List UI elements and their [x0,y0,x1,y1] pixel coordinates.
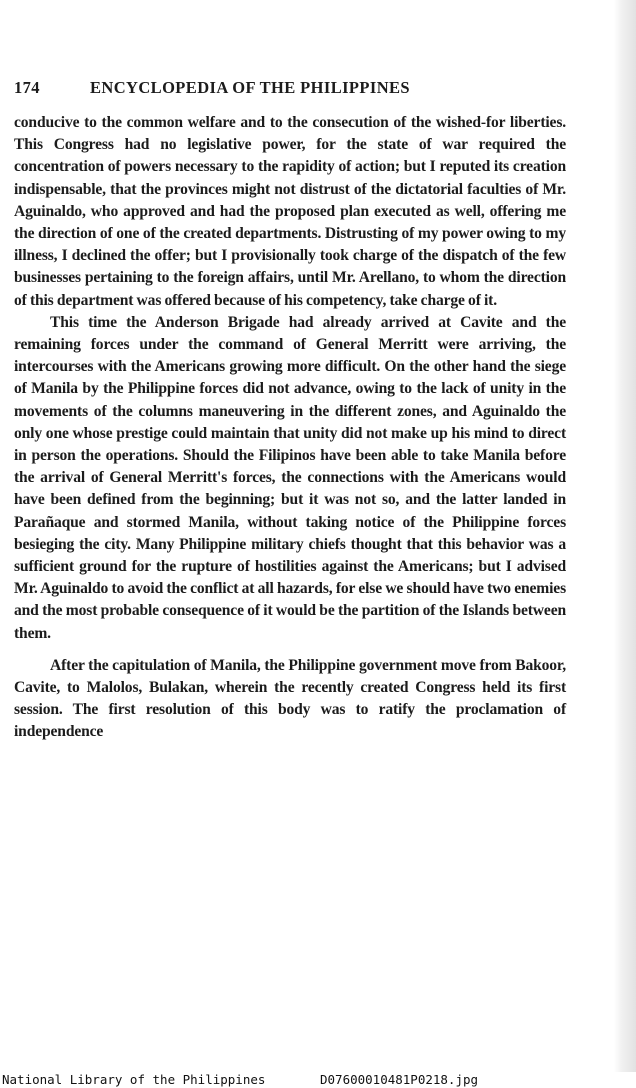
footer-library: National Library of the Philippines [2,1072,266,1087]
page-gutter-shadow [614,0,636,1072]
paragraph-capitulation: After the capitulation of Manila, the Philippine government move from Bakoor, Cavite, to Malolos, Bulakan, wherein the recently created Congress held its first session. The first resolution of this body was to ratify the proclamation of independence [14,656,566,741]
footer-filename: D07600010481P0218.jpg [320,1072,479,1087]
scan-footer [0,1072,636,1088]
paragraph-continued: conducive to the common welfare and to the consecution of the wished-for liberties. This Congress had no legislative power, for the state of war required the concentration of powers necessary to the rapidity of action; but I reputed its creation indispensable, that the provinces might not distrust of the dictatorial faculties of Mr. Aguinaldo, who approved and had the proposed plan executed as well, offering me the direction of one of the created departments. Distrusting of my power owing to my illness, I declined the offer; but I provisionally took charge of the dispatch of the few businesses pertaining to the foreign affairs, until Mr. Arellano, to whom the direction of this department was offered because of his competency, take charge of it. [14,114,566,309]
paragraph-anderson-brigade: This time the Anderson Brigade had already arrived at Cavite and the remaining forces under the command of General Merritt were arriving, the intercourses with the Americans growing more difficult. On the other hand the siege of Manila by the Philippine forces did not advance, owing to the lack of unity in the movements of the columns maneuvering in the different zones, and Aguinaldo the only one whose prestige could maintain that unity did not make up his mind to direct in person the operations. Should the Filipinos have been able to take Manila before the arrival of General Merritt's forces, the connections with the Americans would have been defined from the beginning; but it was not so, and the latter landed in Parañaque and stormed Manila, without taking notice of the Philippine forces besieging the city. Many Philippine military chiefs thought that this behavior was a sufficient ground for the rupture of hostilities against the Americans; but I advised Mr. Aguinaldo to avoid the conflict at all hazards, for else we should have two enemies and the most probable consequence of it would be the partition of the Islands between them. [14,313,566,642]
running-title: ENCYCLOPEDIA OF THE PHILIPPINES [90,78,410,97]
page-number: 174 [14,78,40,97]
running-head [14,78,566,98]
book-page [14,78,566,744]
